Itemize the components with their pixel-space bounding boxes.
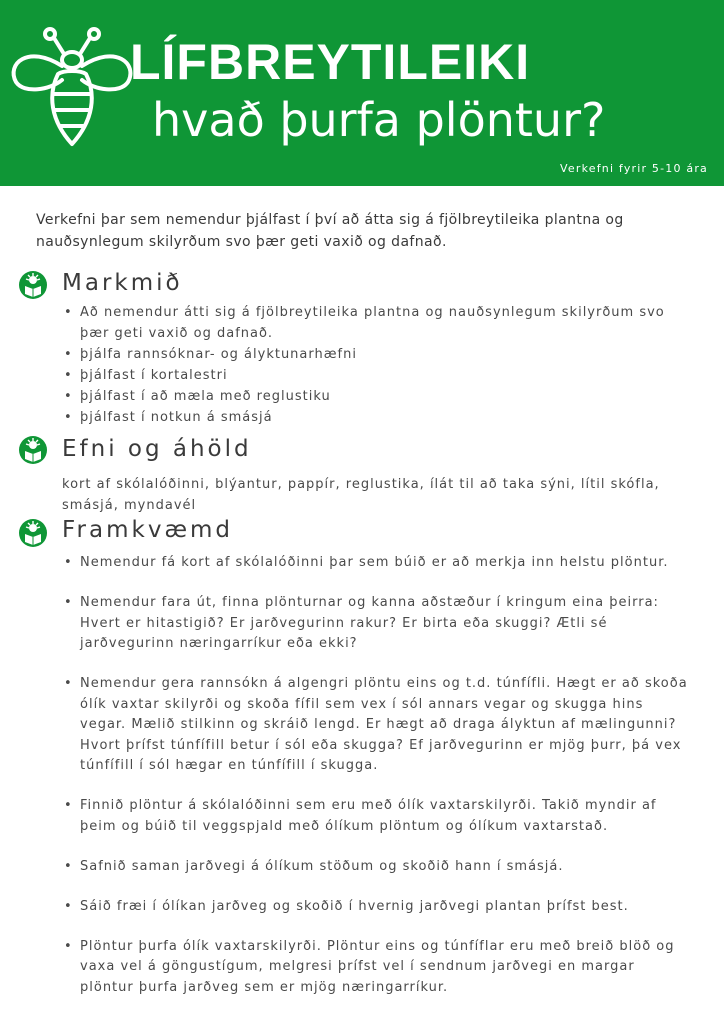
bullet-icon: • <box>64 898 73 914</box>
bullet-icon: • <box>64 595 73 610</box>
list-item: • þjálfast í kortalestri <box>62 365 672 386</box>
bullet-icon: • <box>64 347 73 362</box>
list-item: • Finnið plöntur á skólalóðinni sem eru með ólík vaxtarskilyrði. Takið myndir af þeim og búið til veggspjald með ólíkum plöntum og ólíkum vaxtarstað. <box>64 798 657 834</box>
bullet-icon: • <box>64 858 73 874</box>
goals-list <box>62 302 672 428</box>
age-label: Verkefni fyrir 5-10 ára <box>560 162 708 175</box>
bullet-icon: • <box>64 389 73 404</box>
intro-paragraph: Verkefni þar sem nemendur þjálfast í því að átta sig á fjölbreytileika plantna og nauðsynlegum skilyrðum svo þær geti vaxið og dafnað. <box>36 212 624 250</box>
list-item: • þjálfast í að mæla með reglustiku <box>62 386 672 407</box>
bullet-icon: • <box>64 368 73 383</box>
list-item: • Sáið fræi í ólíkan jarðveg og skoðið í hvernig jarðvegi plantan þrífst best. <box>62 897 692 918</box>
bullet-icon: • <box>64 676 73 691</box>
list-item: • Safnið saman jarðvegi á ólíkum stöðum og skoðið hann í smásjá. <box>62 857 692 878</box>
list-item: • Plöntur þurfa ólík vaxtarskilyrði. Plöntur eins og túnfíflar eru með breið blöð og vaxa vel á göngustígum, melgresi þrífst vel í sendnum jarðvegi en margar plöntur þurfa jarðveg sem er mjög næringarríkur. <box>64 938 675 995</box>
green-school-icon <box>18 270 48 300</box>
page-subtitle: hvað þurfa plöntur? <box>152 93 606 147</box>
section-title-procedure: Framkvæmd <box>62 517 234 543</box>
bullet-icon: • <box>64 410 73 425</box>
section-title-materials: Efni og áhöld <box>62 436 252 462</box>
materials-text: kort af skólalóðinni, blýantur, pappír, reglustika, ílát til að taka sýni, lítil skófla, smásjá, myndavél <box>62 477 660 513</box>
green-school-icon <box>18 518 48 548</box>
list-item: • Nemendur fá kort af skólalóðinni þar sem búið er að merkja inn helstu plöntur. <box>62 553 692 574</box>
bee-icon <box>8 24 136 152</box>
list-item: • Nemendur gera rannsókn á algengri plöntu eins og t.d. túnfífli. Hægt er að skoða ólík vaxtar skilyrði og skoða fífil sem vex í sól annars vegar og skugga hins vegar. Mælið stilkinn og skráið lengd. Er hægt að draga ályktun af mælingunni? Hvort þrífst túnfífill betur í sól eða skugga? Ef jarðvegurinn er mjög þurr, þá vex túnfífill í sól hægar en túnfífill í skugga. <box>64 676 688 773</box>
procedure-list <box>62 553 692 1018</box>
bullet-icon: • <box>64 555 73 570</box>
bullet-icon: • <box>64 305 73 320</box>
list-item: • Að nemendur átti sig á fjölbreytileika plantna og nauðsynlegum skilyrðum svo þær geti vaxið og dafnað. <box>62 302 672 344</box>
list-item: • Nemendur fara út, finna plönturnar og kanna aðstæður í kringum eina þeirra: Hvert er hitastigið? Er jarðvegurinn rakur? Er birta eða skuggi? Ætli sé jarðvegurinn næringarríkur eða ekki? <box>64 595 659 651</box>
page-title: LÍFBREYTILEIKI <box>130 34 531 90</box>
list-item: • þjálfa rannsóknar- og ályktunarhæfni <box>62 344 672 365</box>
section-title-goals: Markmið <box>62 270 183 296</box>
bullet-icon: • <box>64 938 73 954</box>
green-school-icon <box>18 435 48 465</box>
bullet-icon: • <box>64 798 73 813</box>
list-item: • þjálfast í notkun á smásjá <box>62 407 672 428</box>
header-banner <box>0 0 724 186</box>
